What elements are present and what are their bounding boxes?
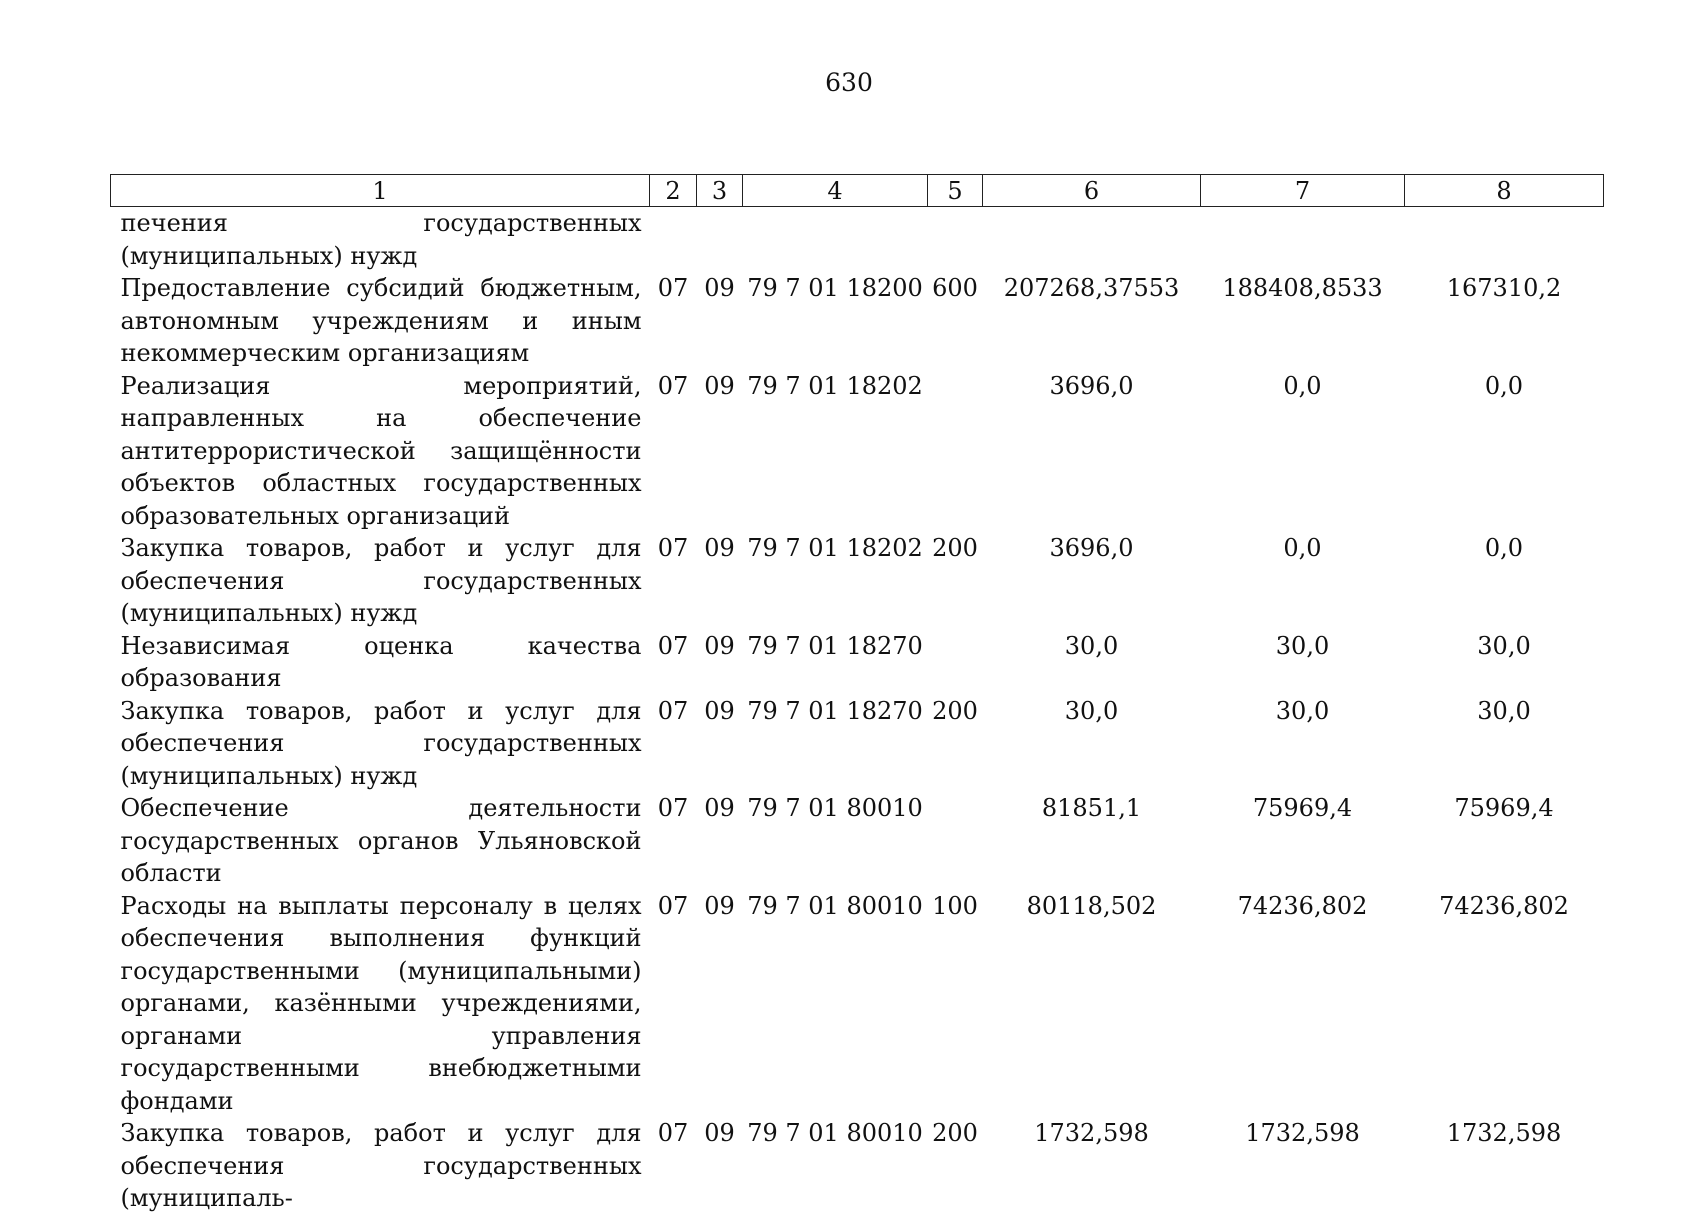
section-code: 07 <box>657 891 689 920</box>
amount-column-6: 3696,0 <box>1049 371 1134 400</box>
amount-column-6: 81851,1 <box>1041 794 1142 822</box>
expense-type-code <box>928 207 983 273</box>
target-article-code: 79 7 01 18202 <box>747 534 923 562</box>
target-article-code: 79 7 01 18270 <box>747 696 923 725</box>
amount-column-8: 30,0 <box>1477 631 1531 660</box>
column-header-4: 4 <box>743 175 928 207</box>
expense-type-code <box>928 630 983 695</box>
amount-column-8: 0,0 <box>1484 534 1524 562</box>
target-article-code: 79 7 01 80010 <box>747 794 923 822</box>
amount-column-8: 74236,802 <box>1439 891 1569 920</box>
expense-type-code: 600 <box>932 274 978 302</box>
section-code <box>650 207 697 273</box>
expense-type-code <box>928 792 983 890</box>
expense-type-code <box>928 370 983 533</box>
amount-column-6: 30,0 <box>1064 631 1119 660</box>
subsection-code: 09 <box>704 534 735 562</box>
column-header-6: 6 <box>983 175 1201 207</box>
table-row <box>111 272 1604 370</box>
subsection-code: 09 <box>704 371 735 400</box>
amount-column-6: 1732,598 <box>1034 1119 1149 1147</box>
target-article-code <box>743 207 928 273</box>
subsection-code <box>697 207 743 273</box>
subsection-code: 09 <box>704 891 735 920</box>
amount-column-8 <box>1405 207 1604 273</box>
table-row <box>111 630 1604 695</box>
expense-type-code: 100 <box>932 891 978 920</box>
table-row <box>111 890 1604 1118</box>
section-code: 07 <box>657 371 689 400</box>
amount-column-7: 74236,802 <box>1237 891 1368 920</box>
amount-column-7: 30,0 <box>1275 696 1330 725</box>
amount-column-8: 167310,2 <box>1446 274 1562 302</box>
target-article-code: 79 7 01 18202 <box>747 371 923 400</box>
amount-column-8: 1732,598 <box>1446 1119 1562 1147</box>
subsection-code: 09 <box>704 631 735 660</box>
row-description: Закупка товаров, работ и услуг для обеспечения государственных (муниципаль- <box>120 1119 642 1212</box>
amount-column-7: 75969,4 <box>1252 794 1353 822</box>
section-code: 07 <box>657 534 689 562</box>
amount-column-7 <box>1201 207 1405 273</box>
column-header-1: 1 <box>111 175 650 207</box>
amount-column-6: 30,0 <box>1064 696 1119 725</box>
amount-column-8: 75969,4 <box>1454 794 1554 822</box>
amount-column-6 <box>983 207 1201 273</box>
subsection-code: 09 <box>704 1119 735 1147</box>
amount-column-7: 30,0 <box>1275 631 1330 660</box>
column-header-7: 7 <box>1201 175 1405 207</box>
section-code: 07 <box>657 274 689 302</box>
row-description: Закупка товаров, работ и услуг для обеспечения государственных (муниципальных) нужд <box>120 696 642 790</box>
target-article-code: 79 7 01 18270 <box>747 631 923 660</box>
row-description: Независимая оценка качества образования <box>120 631 642 692</box>
amount-column-7: 1732,598 <box>1245 1119 1360 1147</box>
row-description: печения государственных (муниципальных) нужд <box>120 209 642 270</box>
amount-column-6: 3696,0 <box>1049 534 1134 562</box>
row-description: Реализация мероприятий, направленных на обеспечение антитеррористической защищённости объектов областных государственных образовательных организаций <box>120 371 642 530</box>
target-article-code: 79 7 01 80010 <box>747 891 923 920</box>
amount-column-8: 0,0 <box>1484 371 1524 400</box>
table-row <box>111 532 1604 630</box>
amount-column-8: 30,0 <box>1477 696 1531 725</box>
table-body <box>111 207 1604 1215</box>
table-row <box>111 792 1604 890</box>
amount-column-7: 0,0 <box>1283 534 1322 562</box>
row-description: Расходы на выплаты персоналу в целях обеспечения выполнения функций государственными (муниципальными) органами, казёнными учреждениями, органами управления государственными внебюджетными фондами <box>120 891 642 1115</box>
section-code: 07 <box>657 631 689 660</box>
target-article-code: 79 7 01 18200 <box>747 274 923 302</box>
expense-type-code: 200 <box>932 696 978 725</box>
header-row <box>111 175 1604 207</box>
subsection-code: 09 <box>704 794 735 822</box>
section-code: 07 <box>657 794 689 822</box>
column-header-3: 3 <box>697 175 743 207</box>
column-header-5: 5 <box>928 175 983 207</box>
target-article-code: 79 7 01 80010 <box>747 1119 923 1147</box>
row-description: Обеспечение деятельности государственных органов Ульяновской области <box>120 794 642 887</box>
row-description: Предоставление субсидий бюджетным, автономным учреждениям и иным некоммерческим организациям <box>120 274 642 367</box>
table-row <box>111 370 1604 533</box>
column-header-8: 8 <box>1405 175 1604 207</box>
column-header-2: 2 <box>650 175 697 207</box>
amount-column-6: 207268,37553 <box>1003 274 1180 302</box>
row-description: Закупка товаров, работ и услуг для обеспечения государственных (муниципальных) нужд <box>120 534 642 627</box>
amount-column-7: 188408,8533 <box>1222 274 1383 302</box>
expense-type-code: 200 <box>932 1119 978 1147</box>
budget-table <box>110 174 1604 1215</box>
amount-column-6: 80118,502 <box>1026 891 1157 920</box>
amount-column-7: 0,0 <box>1283 371 1322 400</box>
table-row <box>111 695 1604 793</box>
section-code: 07 <box>657 696 689 725</box>
subsection-code: 09 <box>704 274 735 302</box>
page-number: 630 <box>825 68 873 97</box>
section-code: 07 <box>657 1119 689 1147</box>
expense-type-code: 200 <box>932 534 978 562</box>
table-row <box>111 207 1604 273</box>
subsection-code: 09 <box>704 696 735 725</box>
